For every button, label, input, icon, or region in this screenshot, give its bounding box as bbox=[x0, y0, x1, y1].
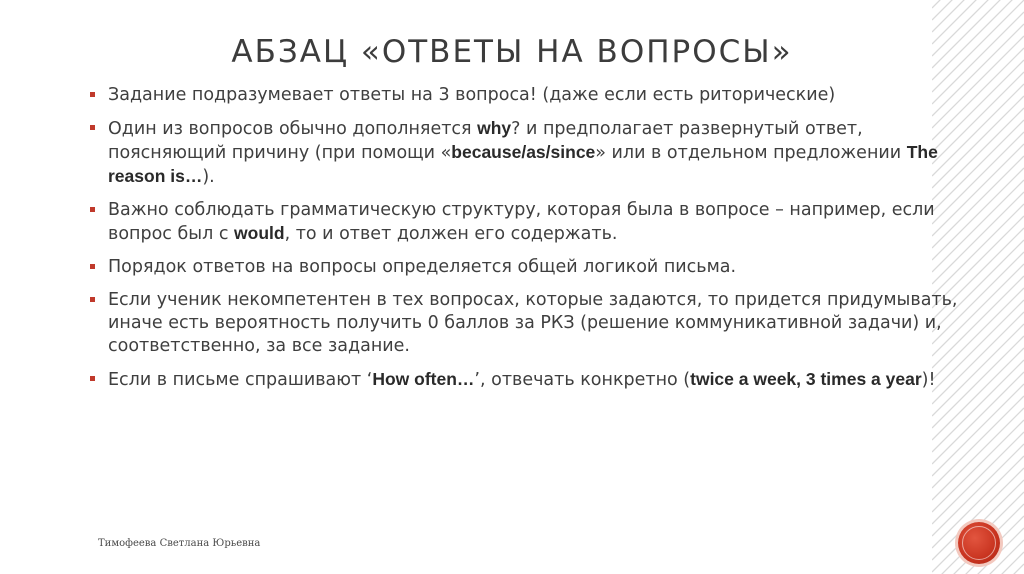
bullet-text: Если в письме спрашивают ‘ bbox=[108, 370, 373, 390]
footer-author: Тимофеева Светлана Юрьевна bbox=[98, 538, 261, 549]
bullet-text: ? и предполагает развернутый ответ, поясняющий причину (при помощи « bbox=[108, 119, 863, 163]
bullet-text: Важно соблюдать грамматическую структуру, которая была в вопросе – например, если вопрос был с bbox=[108, 200, 935, 244]
bullet-square-icon bbox=[90, 207, 95, 212]
bullet-emphasis-text: because/as/since bbox=[451, 142, 596, 162]
bullet-text: , то и ответ должен его содержать. bbox=[284, 224, 618, 244]
bullet-square-icon bbox=[90, 297, 95, 302]
bullet-emphasis-text: why bbox=[477, 118, 512, 138]
bullet-emphasis-text: would bbox=[234, 223, 285, 243]
bullet-item bbox=[90, 289, 980, 358]
bullet-square-icon bbox=[90, 264, 95, 269]
bullet-emphasis-text: How often… bbox=[372, 369, 475, 389]
bullet-emphasis-text: The reason is… bbox=[108, 142, 938, 186]
bullet-item bbox=[90, 117, 980, 189]
nav-button[interactable] bbox=[958, 522, 1000, 564]
bullet-list bbox=[90, 84, 980, 402]
bullet-text: )! bbox=[921, 370, 936, 390]
bullet-item bbox=[90, 368, 980, 392]
bullet-item bbox=[90, 256, 980, 279]
bullet-square-icon bbox=[90, 125, 95, 130]
bullet-square-icon bbox=[90, 92, 95, 97]
slide-title: АБЗАЦ «ОТВЕТЫ НА ВОПРОСЫ» bbox=[231, 34, 793, 70]
bullet-text: » или в отдельном предложении bbox=[595, 143, 907, 163]
bullet-item bbox=[90, 199, 980, 246]
bullet-text: Порядок ответов на вопросы определяется общей логикой письма. bbox=[108, 257, 737, 277]
bullet-text: ’, отвечать конкретно ( bbox=[474, 370, 691, 390]
bullet-text: ). bbox=[202, 167, 215, 187]
bullet-square-icon bbox=[90, 376, 95, 381]
bullet-text: Если ученик некомпетентен в тех вопросах, которые задаются, то придется придумывать, иначе есть вероятность получить 0 баллов за РКЗ (решение коммуникативной задачи) и, соответственно, за все задание. bbox=[108, 290, 958, 356]
bullet-text: Один из вопросов обычно дополняется bbox=[108, 119, 478, 139]
bullet-text: Задание подразумевает ответы на 3 вопроса! (даже если есть риторические) bbox=[108, 85, 836, 105]
bullet-emphasis-text: twice a week, 3 times a year bbox=[690, 369, 922, 389]
bullet-item bbox=[90, 84, 980, 107]
